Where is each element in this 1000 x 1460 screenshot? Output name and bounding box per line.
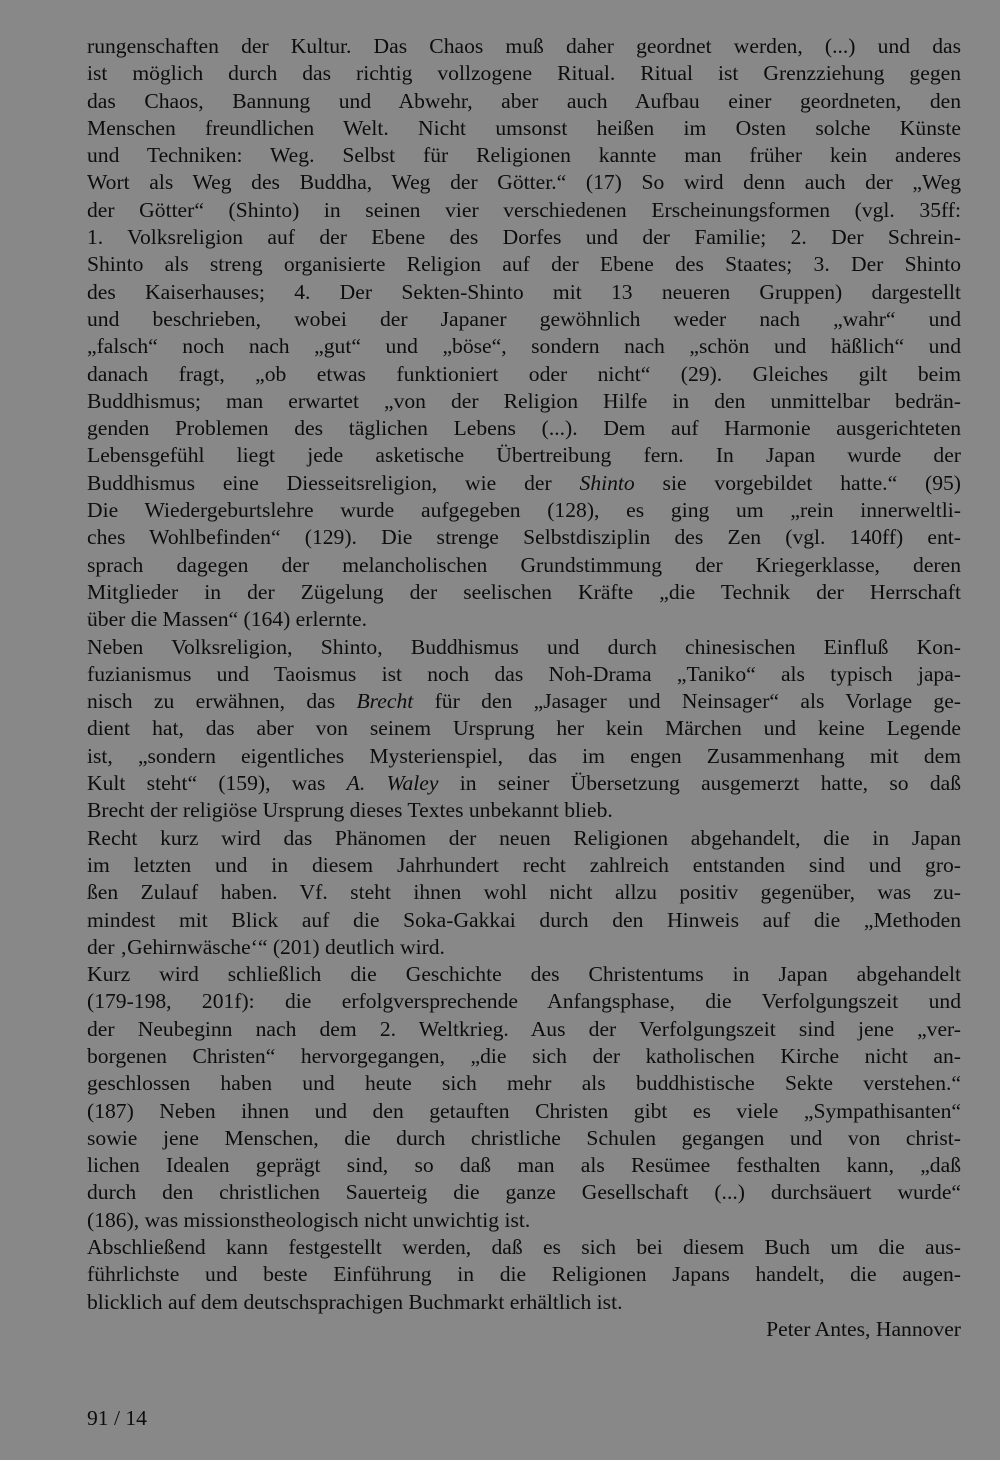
text-line: ches Wohlbefinden“ (129). Die strenge Selbstdisziplin des Zen (vgl. 140ff) ent- <box>87 525 961 550</box>
text-line: (186), was missionstheologisch nicht unwichtig ist. <box>87 1207 531 1232</box>
page-number: 91 / 14 <box>87 1406 147 1430</box>
text-line: Menschen freundlichen Welt. Nicht umsonst heißen im Osten solche Künste <box>87 115 961 140</box>
text-line: Neben Volksreligion, Shinto, Buddhismus und durch chinesischen Einfluß Kon- <box>87 634 961 659</box>
text-line: (179-198, 201f): die erfolgversprechende Anfangsphase, die Verfolgungszeit und <box>87 989 961 1014</box>
text-line: Mitglieder in der Zügelung der seelischen Kräfte „die Technik der Herrschaft <box>87 579 961 604</box>
paragraph <box>87 33 961 634</box>
text-line: der Neubeginn nach dem 2. Weltkrieg. Aus der Verfolgungszeit sind jene „ver- <box>87 1016 961 1041</box>
review-text-body <box>87 33 961 1343</box>
text-line: des Kaiserhauses; 4. Der Sekten-Shinto mit 13 neueren Gruppen) dargestellt <box>87 279 961 304</box>
text-line: ßen Zulauf haben. Vf. steht ihnen wohl nicht allzu positiv gegenüber, was zu- <box>87 880 961 905</box>
text-line: Brecht der religiöse Ursprung dieses Textes unbekannt blieb. <box>87 798 613 823</box>
text-line: (187) Neben ihnen und den getauften Christen gibt es viele „Sympathisanten“ <box>87 1098 961 1123</box>
text-line: genden Problemen des täglichen Lebens (...). Dem auf Harmonie ausgerichteten <box>87 416 961 441</box>
text-line: nisch zu erwähnen, das Brecht für den „Jasager und Neinsager“ als Vorlage ge- <box>87 689 961 714</box>
text-line: Abschließend kann festgestellt werden, daß es sich bei diesem Buch um die aus- <box>87 1235 961 1260</box>
text-line: „falsch“ noch nach „gut“ und „böse“, sondern nach „schön und häßlich“ und <box>87 334 961 359</box>
text-line: Recht kurz wird das Phänomen der neuen Religionen abgehandelt, die in Japan <box>87 825 961 850</box>
text-line: Die Wiedergeburtslehre wurde aufgegeben (128), es ging um „rein innerweltli- <box>87 498 961 523</box>
text-line: Buddhismus eine Diesseitsreligion, wie der Shinto sie vorgebildet hatte.“ (95) <box>87 470 961 495</box>
text-line: Shinto als streng organisierte Religion auf der Ebene des Staates; 3. Der Shinto <box>87 252 961 277</box>
text-line: lichen Idealen geprägt sind, so daß man als Resümee festhalten kann, „daß <box>87 1153 961 1178</box>
text-line: der ‚Gehirnwäsche‘“ (201) deutlich wird. <box>87 934 445 959</box>
text-line: ist, „sondern eigentliches Mysterienspiel, das im engen Zusammenhang mit dem <box>87 743 961 768</box>
italic-term: Shinto <box>579 470 635 495</box>
text-line: durch den christlichen Sauerteig die ganze Gesellschaft (...) durchsäuert wurde“ <box>87 1180 961 1205</box>
text-line: danach fragt, „ob etwas funktioniert oder nicht“ (29). Gleiches gilt beim <box>87 361 961 386</box>
text-line: 1. Volksreligion auf der Ebene des Dorfes und der Familie; 2. Der Schrein- <box>87 225 961 250</box>
text-line: und Techniken: Weg. Selbst für Religionen kannte man früher kein anderes <box>87 143 961 168</box>
paragraph <box>87 634 961 825</box>
text-line: führlichste und beste Einführung in die Religionen Japans handelt, die augen- <box>87 1262 961 1287</box>
text-line: borgenen Christen“ hervorgegangen, „die sich der katholischen Kirche nicht an- <box>87 1043 961 1068</box>
text-line: Buddhismus; man erwartet „von der Religion Hilfe in den unmittelbar bedrän- <box>87 388 961 413</box>
text-line: sprach dagegen der melancholischen Grundstimmung der Kriegerklasse, deren <box>87 552 961 577</box>
paragraph <box>87 961 961 1234</box>
text-line: Kult steht“ (159), was A. Waley in seiner Übersetzung ausgemerzt hatte, so daß <box>87 771 961 796</box>
text-line: über die Massen“ (164) erlernte. <box>87 607 368 632</box>
text-line: rungenschaften der Kultur. Das Chaos muß daher geordnet werden, (...) und das <box>87 34 961 58</box>
text-line: und beschrieben, wobei der Japaner gewöhnlich weder nach „wahr“ und <box>87 306 961 331</box>
paragraph <box>87 825 961 961</box>
text-line: mindest mit Blick auf die Soka-Gakkai durch den Hinweis auf die „Methoden <box>87 907 961 932</box>
paragraph <box>87 1234 961 1316</box>
italic-term: A. Waley <box>346 771 439 796</box>
text-line: Kurz wird schließlich die Geschichte des Christentums in Japan abgehandelt <box>87 962 961 987</box>
text-line: geschlossen haben und heute sich mehr als buddhistische Sekte verstehen.“ <box>87 1071 961 1096</box>
author-signature: Peter Antes, Hannover <box>766 1316 961 1341</box>
text-line: der Götter“ (Shinto) in seinen vier verschiedenen Erscheinungsformen (vgl. 35ff: <box>87 197 961 222</box>
text-line: das Chaos, Bannung und Abwehr, aber auch Aufbau einer geordneten, den <box>87 88 961 113</box>
italic-term: Brecht <box>356 689 414 714</box>
text-line: ist möglich durch das richtig vollzogene Ritual. Ritual ist Grenzziehung gegen <box>87 61 961 86</box>
text-line: Lebensgefühl liegt jede asketische Übertreibung fern. In Japan wurde der <box>87 443 961 468</box>
text-line: im letzten und in diesem Jahrhundert recht zahlreich entstanden sind und gro- <box>87 852 961 877</box>
paragraphs-container <box>87 33 961 1316</box>
text-line: fuzianismus und Taoismus ist noch das Noh-Drama „Taniko“ als typisch japa- <box>87 661 961 686</box>
text-line: Wort als Weg des Buddha, Weg der Götter.“ (17) So wird denn auch der „Weg <box>87 170 961 195</box>
text-line: blicklich auf dem deutschsprachigen Buchmarkt erhältlich ist. <box>87 1289 623 1314</box>
text-line: sowie jene Menschen, die durch christliche Schulen gegangen und von christ- <box>87 1125 961 1150</box>
text-line: dient hat, das aber von seinem Ursprung her kein Märchen und keine Legende <box>87 716 961 741</box>
